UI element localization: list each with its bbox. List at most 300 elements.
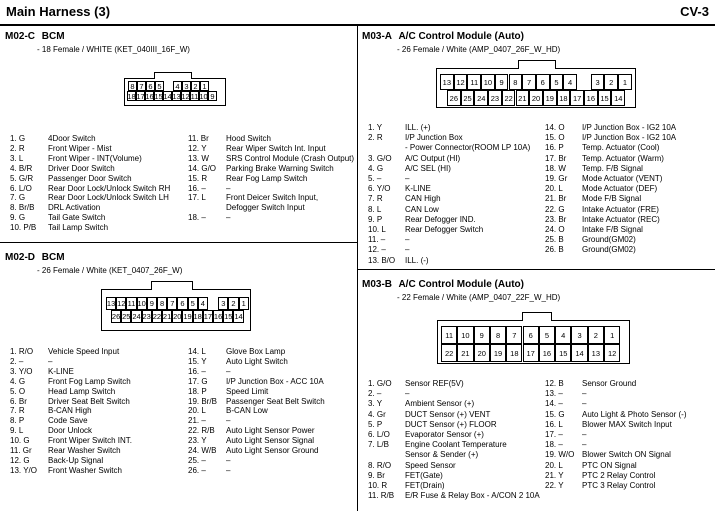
m03b-desc: - 22 Female / White (AMP_0407_22F_W_HD) <box>397 293 561 302</box>
pin-description: Front Wiper - INT(Volume) <box>48 153 142 163</box>
pin-number: 21. Br <box>545 194 567 204</box>
m03a-pin-cell: 6 <box>536 74 550 90</box>
pin-number: 6. Y/O <box>368 184 391 194</box>
pin-number: 16. L <box>545 419 563 429</box>
pin-number: 11. R/B <box>368 491 395 501</box>
pin-description: Mode Actuator (VENT) <box>582 174 663 183</box>
pin-number: 24. W/B <box>188 446 217 455</box>
pin-number: 18. – <box>188 213 206 223</box>
m03b-pin-cell: 8 <box>490 326 506 344</box>
m02d-pin-cell: 11 <box>127 299 136 308</box>
pin-number: 15. Y <box>188 356 207 366</box>
m02c-pin-cell: 3 <box>182 81 191 91</box>
pin-description: Auto Light Sensor Signal <box>226 436 315 446</box>
pin-description: Defogger Switch Input <box>226 203 305 213</box>
pin-number: 13. – <box>545 389 563 399</box>
pin-description: Intake Actuator (FRE) <box>582 204 659 214</box>
pin-description: CAN Low <box>405 204 439 214</box>
m03a-pin-cell: 1 <box>618 74 632 90</box>
m03a-pin-cell: 12 <box>454 74 468 90</box>
m02c-pin-cell: 15 <box>154 91 163 101</box>
m03b-pin-cell: 4 <box>555 326 571 344</box>
pin-description: Intake F/B Signal <box>582 225 643 234</box>
m03b-pin-cell: 15 <box>555 344 571 362</box>
m02d-code: M02-D <box>5 252 36 263</box>
pin-number: 12. – <box>368 245 386 255</box>
pin-description: Engine Coolant Temperature <box>405 440 507 450</box>
pin-description: Back-Up Signal <box>48 455 104 465</box>
pin-number: 17. – <box>545 430 563 439</box>
m03a-code: M03-A <box>362 31 393 42</box>
pin-description: I/P Junction Box - IG2 10A <box>582 133 677 143</box>
m03a-pin-cell: 3 <box>591 74 605 90</box>
m03a-pin-cell: 10 <box>481 74 495 90</box>
pin-description: Front Fog Lamp Switch <box>48 376 131 386</box>
m03b-pin-cell: 14 <box>571 344 587 362</box>
pin-description: – <box>405 389 410 399</box>
pin-description: PTC 2 Relay Control <box>582 470 656 480</box>
pin-description: Vehicle Speed Input <box>48 347 120 356</box>
m02c-pin-cell: 9 <box>208 91 217 101</box>
pin-description: K-LINE <box>405 184 431 194</box>
m03a-pin-cell: 8 <box>509 74 523 90</box>
m03b-pin-cell: 11 <box>441 326 457 344</box>
m02d-pin-cell: 25 <box>122 312 131 321</box>
m02d-pin-cell: 6 <box>177 297 187 310</box>
pin-description: Rear Defogger IND. <box>405 214 476 224</box>
pin-number: 25. B <box>545 235 564 245</box>
pin-number: 23. Br <box>545 214 567 224</box>
m03b-code: M03-B <box>362 279 393 290</box>
pin-description: – <box>226 465 231 475</box>
pin-number: 4. G <box>10 376 26 386</box>
pin-description: K-LINE <box>48 366 74 376</box>
pin-number: 9. Br <box>368 470 385 480</box>
m03b-pin-cell: 9 <box>474 326 490 344</box>
m03b-pin-cell: 6 <box>523 326 539 344</box>
pin-number: 8. Br/B <box>10 203 35 213</box>
pin-number: 15. O <box>545 133 565 143</box>
pin-number: 3. L <box>10 153 24 163</box>
m03b-name: A/C Control Module (Auto) <box>398 279 524 290</box>
m02c-pin-cell: 5 <box>155 81 164 91</box>
m02d-name: BCM <box>41 252 65 263</box>
pin-description: Ground(GM02) <box>582 235 636 245</box>
m03a-name: A/C Control Module (Auto) <box>398 31 524 42</box>
pin-description: Code Save <box>48 416 88 426</box>
pin-description: – <box>405 245 410 255</box>
pin-number: 5. P <box>368 419 383 429</box>
pin-description: I/P Junction Box <box>405 133 463 143</box>
m02c-pin-cell: 12 <box>181 91 190 101</box>
pin-description: Temp. Actuator (Cool) <box>582 143 660 153</box>
m02c-pin-cell: 18 <box>127 91 136 101</box>
m02d-pin-cell: 16 <box>213 312 223 321</box>
pin-description: Ambient Sensor (+) <box>405 399 475 409</box>
m02d-pin-cell: 1 <box>239 297 249 310</box>
m02d-latch <box>151 281 193 290</box>
pin-description: Driver Seat Belt Switch <box>48 396 130 406</box>
pin-number: 19. W/O <box>545 450 575 460</box>
m02d-pin-cell: 5 <box>188 297 198 310</box>
pin-description: Rear Fog Lamp Switch <box>226 173 308 183</box>
m03a-pin-cell: 21 <box>516 90 530 106</box>
pin-description: – <box>582 440 587 450</box>
pin-description: I/P Junction Box - IG2 10A <box>582 123 677 132</box>
m02d-pin-cell: 13 <box>106 299 116 308</box>
pin-number: 20. L <box>545 460 563 470</box>
pin-number: 3. G/O <box>368 153 392 163</box>
pin-number: 11. – <box>368 235 386 245</box>
pin-description: – <box>582 399 587 409</box>
m02d-desc: - 26 Female / White (KET_0407_26F_W) <box>37 266 183 275</box>
pin-description: Auto Light Switch <box>226 356 288 366</box>
pin-description: - Power Connector(ROOM LP 10A) <box>405 143 531 153</box>
pin-description: DRL Activation <box>48 203 101 213</box>
pin-number: 6. Br <box>10 396 27 406</box>
pin-number: 5. G/R <box>10 173 34 183</box>
pin-number: 1. Y <box>368 123 383 132</box>
pin-number: 21. – <box>188 416 206 426</box>
pin-number: 7. G <box>10 193 26 203</box>
pin-number: 3. Y/O <box>10 366 33 376</box>
pin-description: ILL. (+) <box>405 123 431 132</box>
pin-number: 15. G <box>545 409 565 419</box>
m03a-pin-cell: 16 <box>584 90 598 106</box>
pin-description: Hood Switch <box>226 134 271 143</box>
pin-number: 10. R <box>368 481 388 490</box>
pin-number: 13. B/O <box>368 255 396 265</box>
header-bar <box>0 0 715 26</box>
pin-number: 5. O <box>10 386 26 396</box>
pin-number: 4. G <box>368 163 384 173</box>
m02d-pin-cell: 3 <box>218 297 228 310</box>
m02c-pin-cell: 11 <box>190 91 199 101</box>
m02c-pin-cell: 7 <box>137 81 146 91</box>
m03b-pin-cell: 13 <box>588 344 604 362</box>
m02c-pin-cell: 16 <box>145 91 154 101</box>
pin-description: E/R Fuse & Relay Box - A/CON 2 10A <box>405 491 540 501</box>
pin-description: Mode F/B Signal <box>582 194 642 204</box>
pin-number: 9. G <box>10 213 26 223</box>
pin-description: – <box>405 235 410 245</box>
pin-number: 25. – <box>188 455 206 465</box>
pin-number: 17. Br <box>545 153 567 163</box>
m03b-pin-cell: 3 <box>571 326 587 344</box>
m02c-pin-cell: 1 <box>200 81 209 91</box>
pin-number: 14. L <box>188 347 206 356</box>
pin-number: 6. L/O <box>10 183 32 193</box>
pin-number: 21. Y <box>545 470 564 480</box>
pin-description: DUCT Sensor (+) FLOOR <box>405 419 497 429</box>
pin-description: 4Door Switch <box>48 134 96 143</box>
m02c-pin-cell: 4 <box>173 81 182 91</box>
pin-description: DUCT Sensor (+) VENT <box>405 409 491 419</box>
pin-number: 20. L <box>188 406 206 416</box>
pin-description: Sensor REF(5V) <box>405 379 464 388</box>
pin-number: 18. W <box>545 163 566 173</box>
m03a-pin-cell: 26 <box>447 90 461 106</box>
pin-description: Tail Lamp Switch <box>48 223 109 233</box>
pin-description: A/C Output (HI) <box>405 153 461 163</box>
m03b-latch <box>522 312 552 321</box>
pin-description: Front Washer Switch <box>48 465 122 475</box>
pin-number: 3. Y <box>368 399 383 409</box>
pin-number: 8. L <box>368 204 382 214</box>
pin-description: B-CAN High <box>48 406 92 416</box>
pin-number: 10. L <box>368 225 386 234</box>
m02c-pin-cell: 14 <box>163 91 172 101</box>
pin-description: Ground(GM02) <box>582 245 636 255</box>
pin-description: – <box>48 356 53 366</box>
m03a-pin-cell: 13 <box>440 74 454 90</box>
pin-description: SRS Control Module (Crash Output) <box>226 153 355 163</box>
m03a-pin-cell: 19 <box>543 90 557 106</box>
m02d-pin-cell: 19 <box>183 312 192 321</box>
m03a-pin-cell: 20 <box>529 90 543 106</box>
m02d-pin-cell: 8 <box>157 297 167 310</box>
pin-number: 8. R/O <box>368 460 392 470</box>
m03b-pin-cell: 21 <box>457 344 473 362</box>
m02c-pin-cell: 8 <box>128 81 137 91</box>
pin-description: Glove Box Lamp <box>226 347 286 356</box>
pin-number: 1. R/O <box>10 347 34 356</box>
pin-number: 14. – <box>545 399 563 409</box>
pin-description: Auto Light Sensor Ground <box>226 446 319 455</box>
pin-description: Rear Washer Switch <box>48 446 121 455</box>
pin-number: 11. Br <box>188 134 209 143</box>
page-title: Main Harness (3) <box>6 4 111 19</box>
pin-description: Auto Light Sensor Power <box>226 426 315 436</box>
m03a-pin-cell: 9 <box>495 74 509 90</box>
pin-number: 4. B/R <box>10 163 33 173</box>
pin-number: 2. R <box>368 133 383 143</box>
pin-description: CAN High <box>405 194 441 204</box>
m02d-pin-cell: 2 <box>228 297 238 310</box>
m03b-pin-cell: 18 <box>506 344 522 362</box>
pin-description: Head Lamp Switch <box>48 386 116 396</box>
pin-number: 12. G <box>10 455 30 465</box>
pin-description: Intake Actuator (REC) <box>582 214 660 224</box>
pin-number: 10. G <box>10 436 30 446</box>
m02d-pin-cell: 10 <box>137 299 146 308</box>
pin-number: 7. R <box>10 406 25 416</box>
m02d-pin-cell: 24 <box>132 312 141 321</box>
pin-description: – <box>226 416 231 426</box>
left-divider <box>0 242 357 243</box>
pin-description: Front Wiper - Mist <box>48 143 112 153</box>
pin-description: PTC ON Signal <box>582 460 637 470</box>
pin-description: Tail Gate Switch <box>48 213 106 223</box>
pin-number: 16. P <box>545 143 564 153</box>
pin-number: 20. L <box>545 184 563 194</box>
page-number: CV-3 <box>680 4 709 19</box>
pin-description: Parking Brake Warning Switch <box>226 163 334 173</box>
m02d-pin-cell: 7 <box>167 297 177 310</box>
m03b-pin-cell: 2 <box>588 326 604 344</box>
pin-number: 2. – <box>368 389 382 399</box>
pin-number: 22. G <box>545 204 565 214</box>
pin-description: Temp. F/B Signal <box>582 163 643 173</box>
pin-number: 1. G <box>10 134 26 143</box>
pin-number: 22. R/B <box>188 426 215 436</box>
m02d-pin-cell: 15 <box>224 312 233 321</box>
m03b-title <box>362 279 524 290</box>
m02d-pin-cell: 23 <box>142 312 151 321</box>
m02c-pin-cell: 17 <box>136 91 145 101</box>
m03a-pin-cell: 14 <box>611 90 625 106</box>
pin-description: FET(Drain) <box>405 481 445 490</box>
m03b-connector <box>437 320 630 364</box>
pin-number: 16. – <box>188 366 206 376</box>
pin-description: – <box>405 174 410 183</box>
pin-number: 2. – <box>10 356 24 366</box>
pin-number: 4. Gr <box>368 409 386 419</box>
pin-number: 24. O <box>545 225 565 234</box>
pin-description: – <box>226 366 231 376</box>
pin-description: PTC 3 Relay Control <box>582 481 656 490</box>
m03a-pin-cell: 22 <box>502 90 516 106</box>
pin-description: ILL. (-) <box>405 255 429 265</box>
m02d-pin-cell: 12 <box>117 299 126 308</box>
pin-number: 11. Gr <box>10 446 32 455</box>
m03b-pin-cell: 7 <box>506 326 522 344</box>
pin-description: FET(Gate) <box>405 470 443 480</box>
m02d-pin-cell <box>208 297 218 310</box>
m03a-latch <box>518 60 556 69</box>
pin-number: 10. P/B <box>10 223 37 233</box>
m03a-pin-cell: 23 <box>488 90 502 106</box>
m02c-desc: - 18 Female / WHITE (KET_040III_16F_W) <box>37 45 190 54</box>
pin-number: 19. Gr <box>545 174 568 183</box>
m03a-pin-cell <box>577 74 591 90</box>
pin-description: Temp. Actuator (Warm) <box>582 153 664 163</box>
pin-description: Blower MAX Switch Input <box>582 419 672 429</box>
m02c-name: BCM <box>41 31 65 42</box>
m02d-title <box>5 252 65 263</box>
pin-description: I/P Junction Box - ACC 10A <box>226 376 324 386</box>
pin-number: 23. Y <box>188 436 207 446</box>
pin-number: 9. P <box>368 214 383 224</box>
m03b-pin-cell: 22 <box>441 344 457 362</box>
pin-description: Rear Defogger Switch <box>405 225 484 234</box>
pin-description: Driver Door Switch <box>48 163 115 173</box>
m03a-pin-cell: 24 <box>474 90 488 106</box>
pin-description: Sensor & Sender (+) <box>405 450 479 460</box>
m03b-pin-cell: 10 <box>457 326 473 344</box>
pin-description: Auto Light & Photo Sensor (-) <box>582 409 687 419</box>
pin-number: 17. L <box>188 193 206 203</box>
pin-description: Front Deicer Switch Input, <box>226 193 319 203</box>
pin-number: 18. – <box>545 440 563 450</box>
m02d-pin-cell: 4 <box>198 297 208 310</box>
m02c-pin-cell <box>164 81 173 91</box>
m02c-pin-cell: 2 <box>191 81 200 91</box>
pin-number: 7. R <box>368 194 383 204</box>
m02d-pin-cell: 21 <box>162 312 172 321</box>
pin-description: Evaporator Sensor (+) <box>405 430 484 439</box>
pin-number: 18. P <box>188 386 207 396</box>
pin-number: 15. R <box>188 173 208 183</box>
pin-description: Rear Wiper Switch Int. Input <box>226 143 326 153</box>
m03a-pin-cell: 17 <box>570 90 584 106</box>
pin-description: Passenger Seat Belt Switch <box>226 396 325 406</box>
pin-description: Blower Switch ON Signal <box>582 450 671 460</box>
m02c-pin-cell: 6 <box>146 81 155 91</box>
m03b-pin-cell: 20 <box>474 344 490 362</box>
pin-description: Door Unlock <box>48 426 93 436</box>
pin-description: – <box>582 430 587 439</box>
m02d-connector <box>101 289 251 331</box>
m03a-pin-cell: 4 <box>563 74 577 90</box>
pin-description: Speed Limit <box>226 386 269 396</box>
pin-number: 17. G <box>188 376 208 386</box>
pin-number: 26. B <box>545 245 564 255</box>
pin-number: 1. G/O <box>368 379 392 388</box>
m03a-pin-cell: 25 <box>461 90 475 106</box>
m03a-pin-cell: 7 <box>522 74 536 90</box>
pin-description: Mode Actuator (DEF) <box>582 184 658 194</box>
pin-description: – <box>582 389 587 399</box>
pin-number: 12. Y <box>188 143 207 153</box>
m03a-pin-cell: 15 <box>598 90 612 106</box>
m02d-pin-cell: 9 <box>147 297 157 310</box>
m03b-pin-cell: 16 <box>539 344 555 362</box>
pin-description: Passenger Door Switch <box>48 173 132 183</box>
m02c-pin-cell: 10 <box>199 91 208 101</box>
pin-number: 2. R <box>10 143 25 153</box>
m03b-pin-cell: 19 <box>490 344 506 362</box>
m02c-code: M02-C <box>5 31 36 42</box>
m03a-connector <box>436 68 636 108</box>
pin-description: Front Wiper Switch INT. <box>48 436 133 446</box>
pin-number: 8. P <box>10 416 25 426</box>
m03a-title <box>362 31 524 42</box>
pin-number: 13. Y/O <box>10 465 37 475</box>
pin-number: 6. L/O <box>368 430 390 439</box>
m03a-pin-cell: 11 <box>467 74 481 90</box>
pin-description: A/C SEL (HI) <box>405 163 451 173</box>
m03b-pin-cell: 12 <box>604 344 620 362</box>
m03b-pin-cell: 1 <box>604 326 620 344</box>
pin-description: Sensor Ground <box>582 379 637 388</box>
m02d-pin-cell: 22 <box>152 312 162 321</box>
pin-description: B-CAN Low <box>226 406 268 416</box>
pin-description: Rear Door Lock/Unlock Switch RH <box>48 183 171 193</box>
m02c-connector <box>124 78 226 106</box>
pin-number: 16. – <box>188 183 206 193</box>
m02d-pin-cell: 14 <box>234 312 243 321</box>
right-divider <box>358 269 715 270</box>
m03b-pin-cell: 5 <box>539 326 555 344</box>
m02c-title <box>5 31 65 42</box>
pin-number: 12. B <box>545 379 564 388</box>
pin-number: 7. L/B <box>368 440 389 450</box>
m03a-pin-cell: 18 <box>557 90 571 106</box>
m02c-pin-cell: 13 <box>172 91 181 101</box>
pin-description: – <box>226 455 231 465</box>
m02d-pin-cell: 26 <box>111 312 121 321</box>
m03a-pin-cell: 5 <box>550 74 564 90</box>
pin-number: 19. Br/B <box>188 396 217 406</box>
m02c-latch <box>154 72 192 79</box>
pin-number: 14. O <box>545 123 565 132</box>
pin-description: – <box>226 213 231 223</box>
m02d-pin-cell: 20 <box>173 312 182 321</box>
pin-number: 14. G/O <box>188 163 217 173</box>
pin-number: 26. – <box>188 465 206 475</box>
m03b-pin-cell: 17 <box>523 344 539 362</box>
